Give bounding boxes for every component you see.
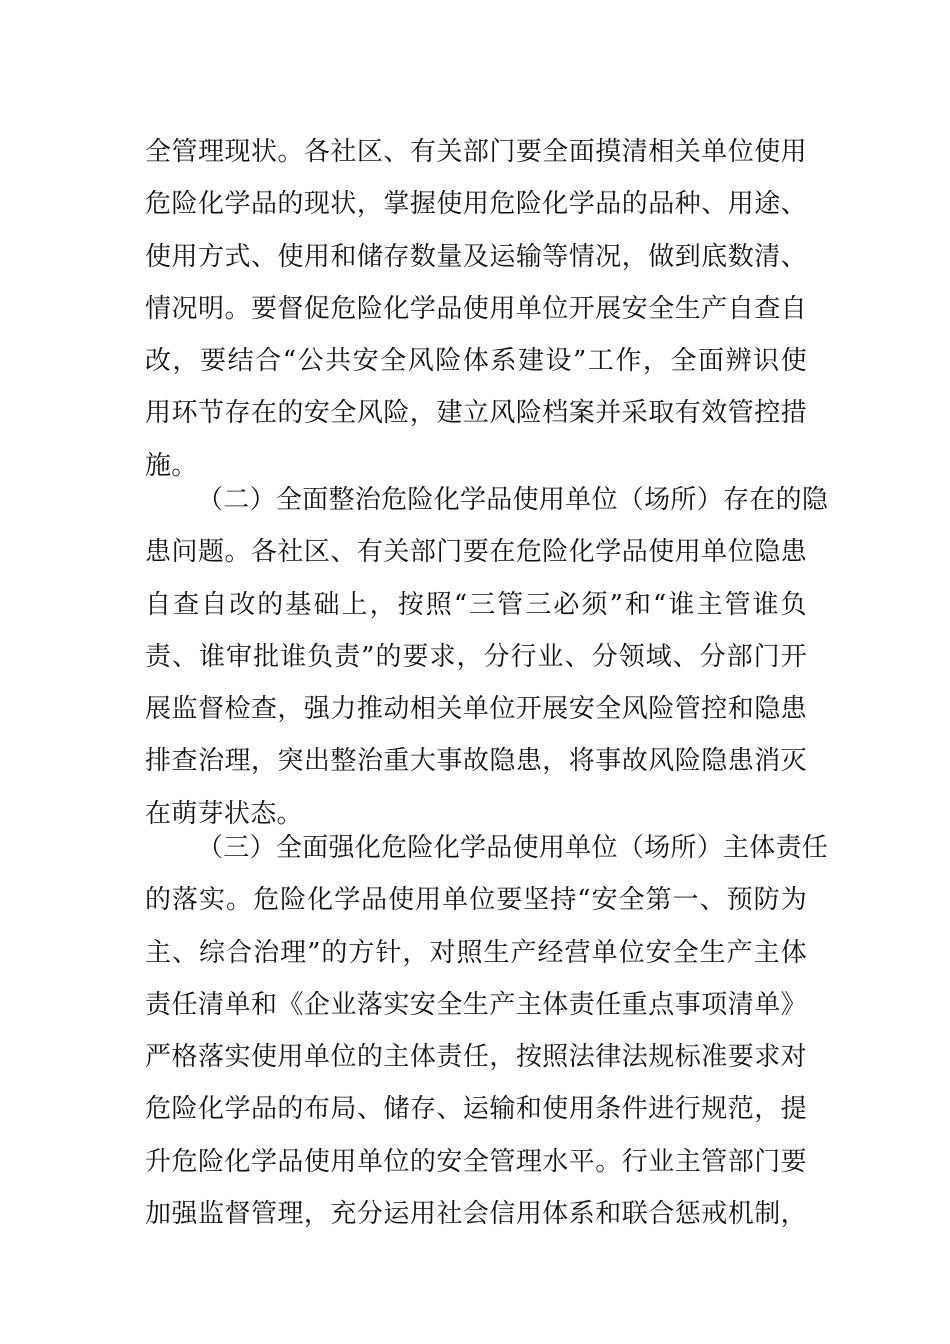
text-line: 危险化学品的现状，掌握使用危险化学品的品种、用途、 — [145, 189, 807, 220]
text-line: 严格落实使用单位的主体责任，按照法律法规标准要求对 — [145, 1042, 807, 1073]
text-line: 自查自改的基础上，按照“三管三必须”和“谁主管谁负 — [145, 589, 807, 620]
text-line: 责任清单和《企业落实安全生产主体责任重点事项清单》 — [145, 989, 807, 1020]
text-line: 在萌芽状态。 — [145, 798, 303, 829]
text-line: 的落实。危险化学品使用单位要坚持“安全第一、预防为 — [145, 885, 807, 916]
text-line: 展监督检查，强力推动相关单位开展安全风险管控和隐患 — [145, 694, 807, 725]
text-line: 改，要结合“公共安全风险体系建设”工作，全面辨识使 — [145, 346, 807, 377]
text-line: 主、综合治理”的方针，对照生产经营单位安全生产主体 — [145, 937, 807, 968]
text-line: 患问题。各社区、有关部门要在危险化学品使用单位隐患 — [145, 537, 807, 568]
section-heading-line: （三）全面强化危险化学品使用单位（场所）主体责任 — [197, 833, 829, 863]
text-line: 排查治理，突出整治重大事故隐患，将事故风险隐患消灭 — [145, 746, 807, 777]
text-line: 用环节存在的安全风险，建立风险档案并采取有效管控措 — [145, 398, 807, 429]
text-line: 施。 — [145, 450, 198, 481]
text-line: 全管理现状。各社区、有关部门要全面摸清相关单位使用 — [145, 137, 807, 167]
section-heading-line: （二）全面整治危险化学品使用单位（场所）存在的隐 — [197, 485, 829, 515]
paragraph-section-two — [145, 474, 829, 840]
paragraph-section-three — [145, 822, 829, 1240]
text-line: 使用方式、使用和储存数量及运输等情况，做到底数清、 — [145, 241, 807, 272]
text-line: 升危险化学品使用单位的安全管理水平。行业主管部门要 — [145, 1146, 807, 1177]
text-line: 加强监督管理，充分运用社会信用体系和联合惩戒机制， — [145, 1199, 807, 1230]
paragraph-status-survey — [145, 126, 807, 492]
text-line: 责、谁审批谁负责”的要求，分行业、分领域、分部门开 — [145, 641, 807, 672]
text-line: 危险化学品的布局、储存、运输和使用条件进行规范，提 — [145, 1094, 807, 1125]
text-line: 情况明。要督促危险化学品使用单位开展安全生产自查自 — [145, 293, 807, 324]
